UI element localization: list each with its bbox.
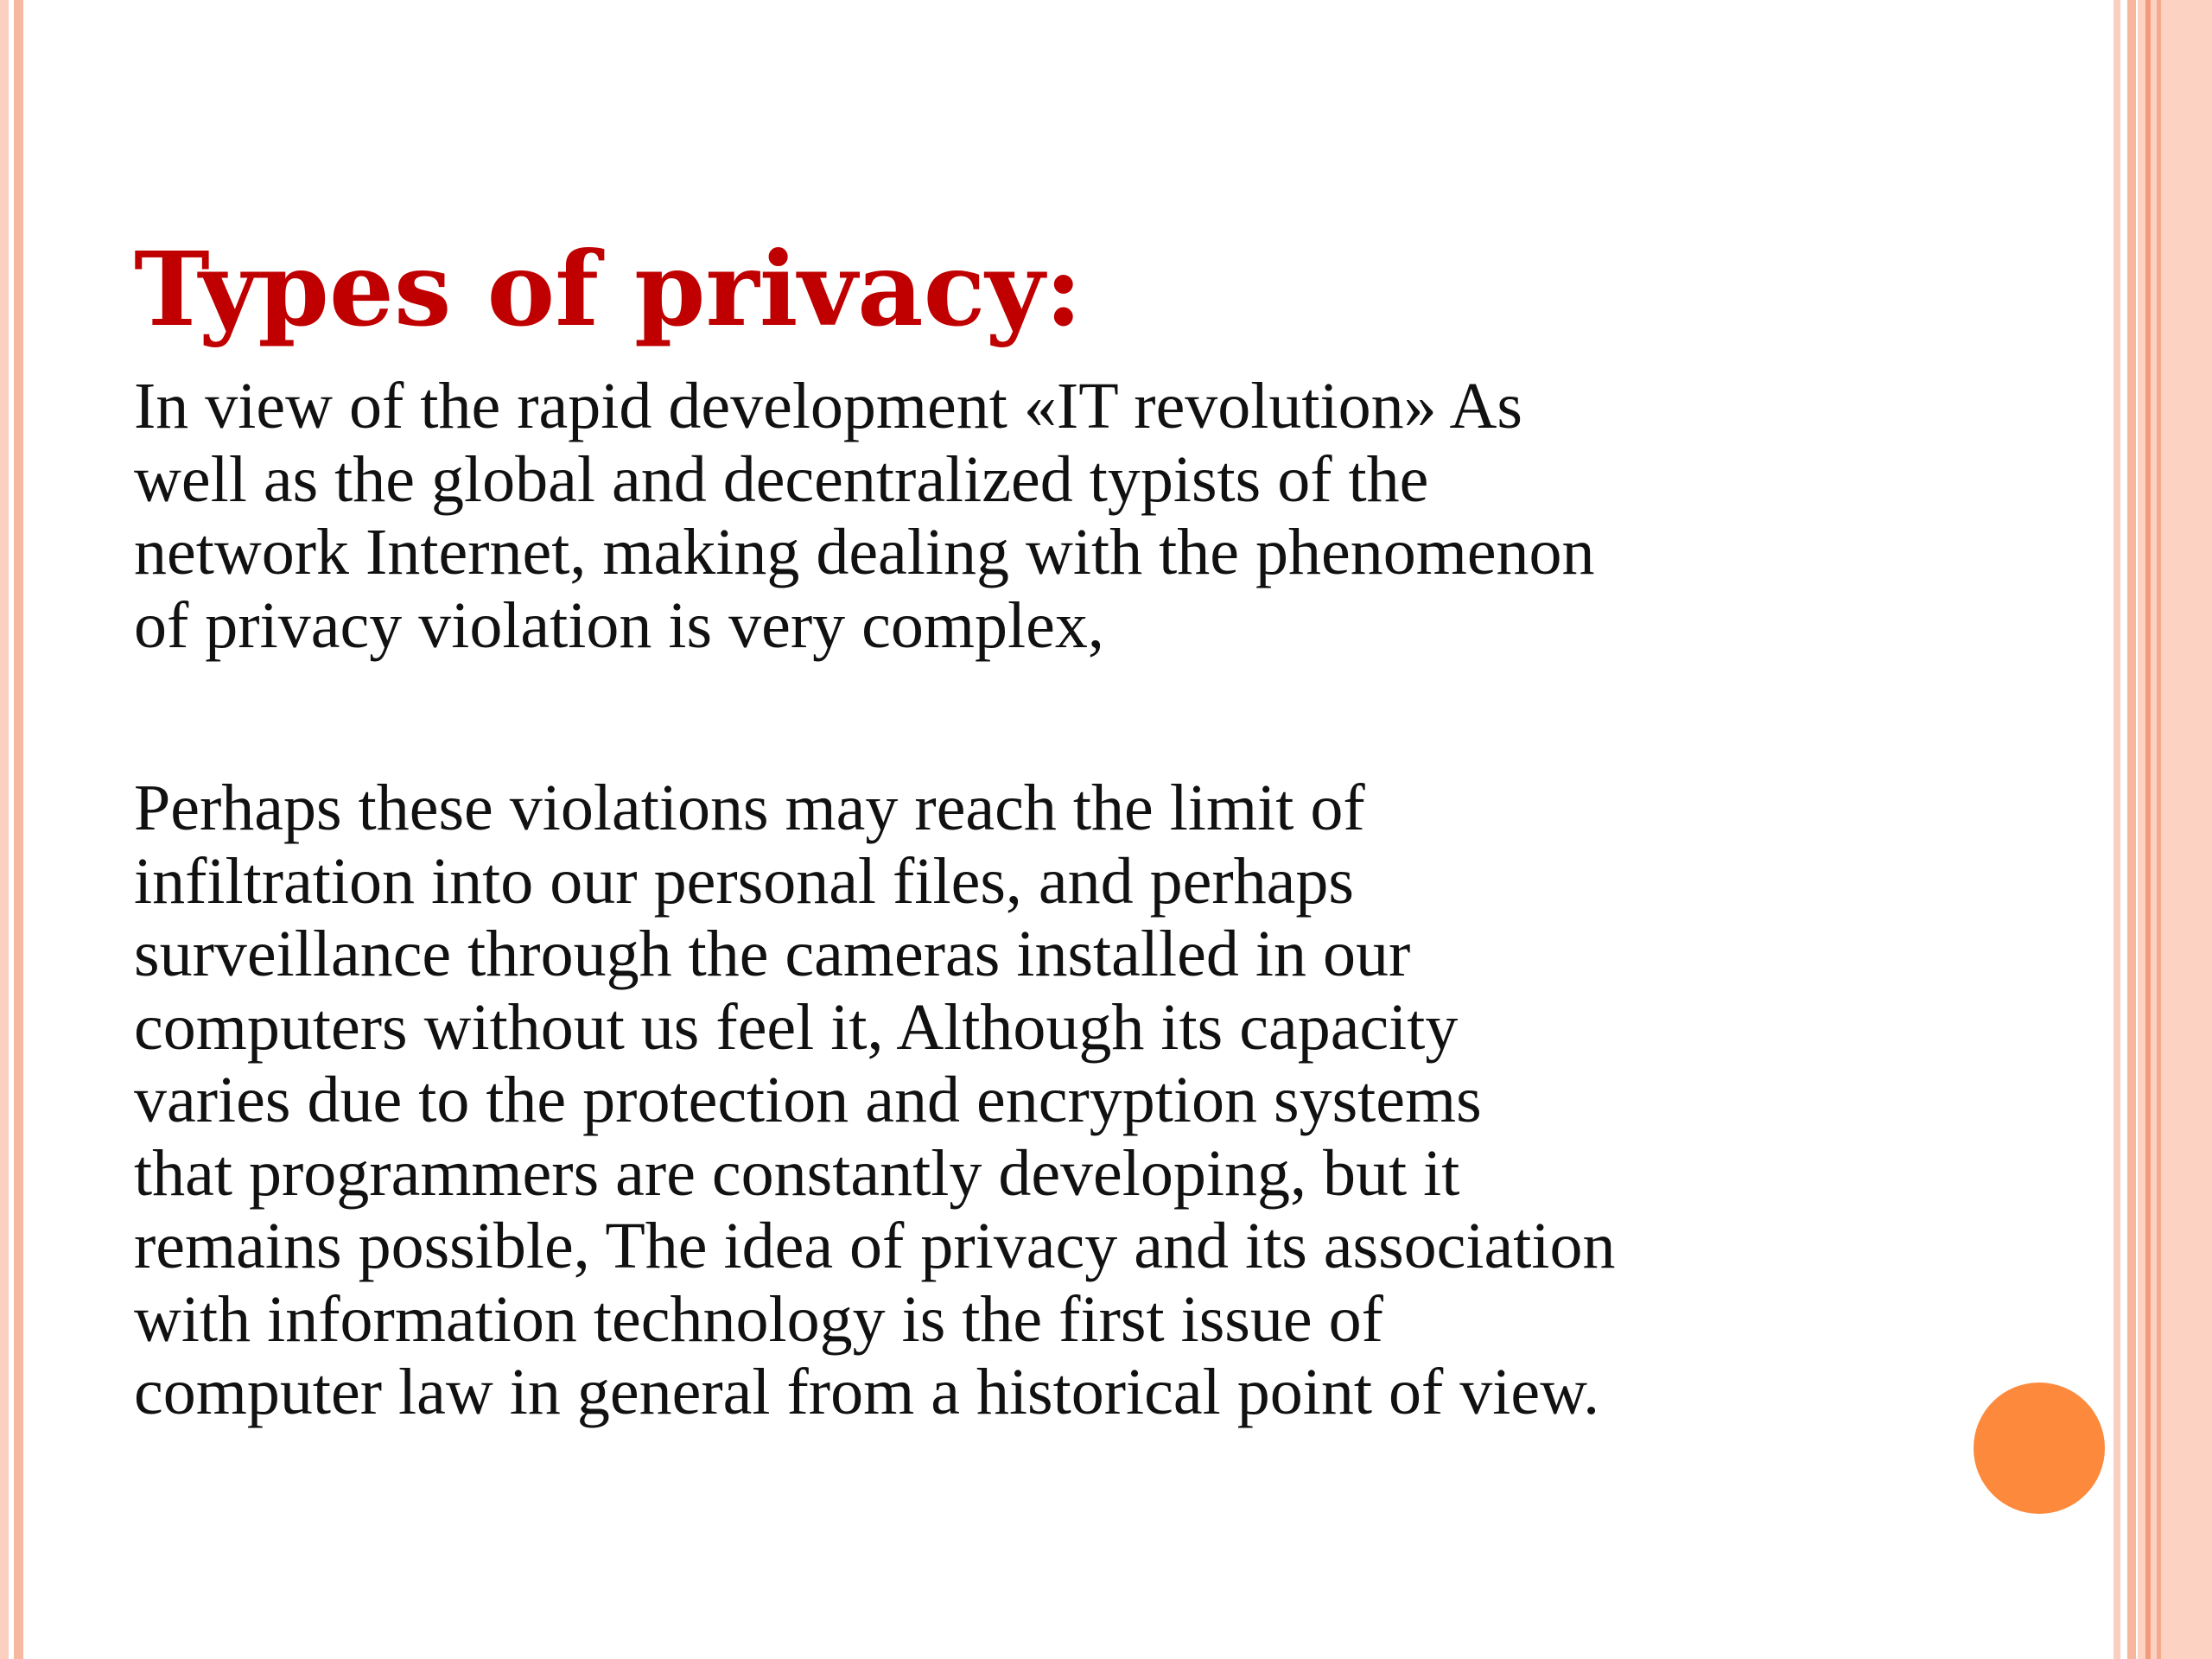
left-border-inner — [14, 0, 23, 1659]
accent-circle — [1974, 1382, 2105, 1514]
body-paragraph-1 — [134, 370, 1983, 662]
left-border-outer — [0, 0, 9, 1659]
text-line: infiltration into our personal files, and perhaps — [134, 844, 1354, 918]
text-line: Perhaps these violations may reach the limit of — [134, 772, 1365, 844]
right-border-line — [2113, 0, 2120, 1659]
right-band-stripe-2 — [2157, 0, 2161, 1659]
text-line: of privacy violation is very complex, — [134, 588, 1104, 662]
body-paragraph-2 — [134, 772, 1983, 1429]
text-line: that programmers are constantly developing, but it — [134, 1136, 1460, 1210]
text-line: network Internet, making dealing with the phenomenon — [134, 516, 1595, 588]
text-line: varies due to the protection and encryption systems — [134, 1064, 1482, 1136]
text-line: remains possible, The idea of privacy and its association — [134, 1210, 1616, 1282]
right-band-stripe — [2145, 0, 2151, 1659]
text-line: with information technology is the first issue of — [134, 1282, 1383, 1356]
text-line: In view of the rapid development «IT revolution» As — [134, 370, 1522, 442]
text-line: surveillance through the cameras installed in our — [134, 918, 1411, 990]
text-line: computers without us feel it, Although its capacity — [134, 990, 1459, 1064]
text-line: computer law in general from a historical point of view. — [134, 1356, 1600, 1428]
slide-title: Types of privacy: — [134, 229, 1083, 349]
text-line: well as the global and decentralized typists of the — [134, 442, 1429, 516]
right-border-line-2 — [2127, 0, 2136, 1659]
